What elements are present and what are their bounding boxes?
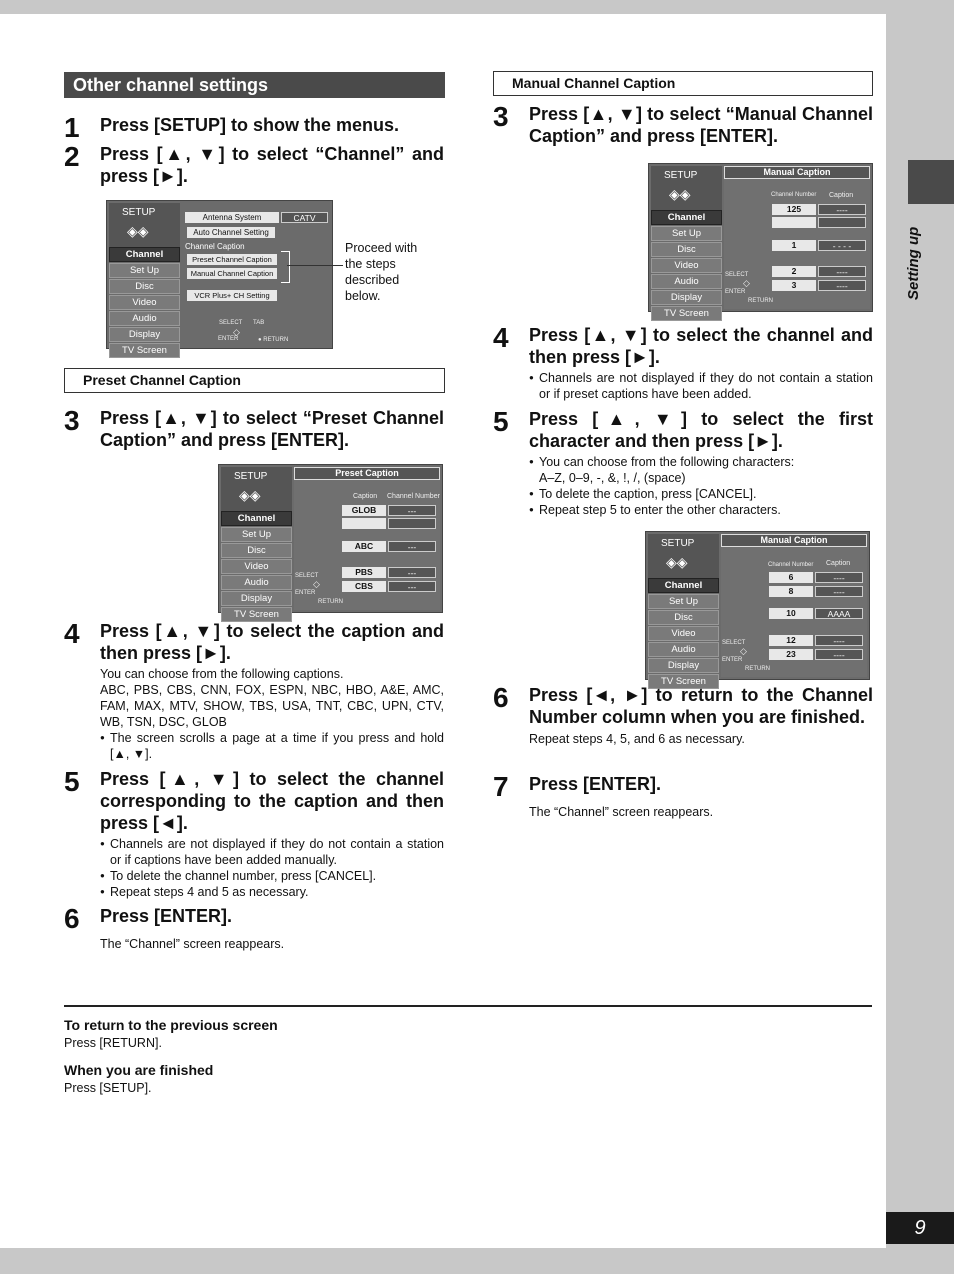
step-text: Press [ENTER]. [100,906,233,926]
menu-item-display: Display [109,327,180,342]
manual-caption-screen-2 [645,531,870,687]
screen-title: Manual Caption [721,534,867,547]
menu-item-tv-screen: TV Screen [109,343,180,358]
channel-cell: 3 [772,280,816,291]
menu-item-disc: Disc [109,279,180,294]
dpad-icon: ◇ [313,579,320,589]
menu-item-channel: Channel [109,247,180,262]
section-title: Other channel settings [64,72,445,98]
menu-item-disc: Disc [221,543,292,558]
menu-item-setup: Set Up [221,527,292,542]
step-5-preset [64,768,444,900]
channel-cell: 12 [769,635,813,646]
col-header-caption: Caption [826,560,851,567]
return-hint: RETURN [745,666,770,672]
step-bullet: ● You can choose from the following characters: [529,454,873,470]
channel-caption-group: Channel Caption [185,242,245,251]
preset-caption-box: Preset Channel Caption [64,368,445,393]
character-list: A–Z, 0–9, -, &, !, /, (space) [539,471,686,485]
menu-item-audio: Audio [109,311,180,326]
select-hint: SELECT [219,320,243,326]
caption-list: ABC, PBS, CBS, CNN, FOX, ESPN, NBC, HBO, A&E, AMC, FAM, MAX, MTV, SHOW, TBS, USA, TNT, CBC, UPN, CTV, WB, TSN, DSC, GLOB [100,683,444,729]
menu-item-display: Display [221,591,292,606]
channel-cell: 125 [772,204,816,215]
enter-hint: ENTER [722,657,743,663]
step-text: Press [SETUP] to show the menus. [100,115,400,135]
tab-hint: TAB [253,320,265,326]
return-hint: RETURN [318,599,343,605]
disc-icon: ◈◈ [127,223,149,239]
enter-hint: ENTER [725,289,746,295]
menu-item-setup: Set Up [651,226,722,241]
footer-body-finished: Press [SETUP]. [64,1081,152,1095]
menu-item-video: Video [648,626,719,641]
menu-item-disc: Disc [648,610,719,625]
caption-cell: GLOB [342,505,386,516]
col-header-channel: Channel Number [768,562,814,568]
enter-hint: ENTER [218,336,239,342]
step-text: Press [▲, ▼] to select “Preset Channel Caption” and press [ENTER]. [100,408,444,450]
channel-menu-screen [106,200,333,356]
step-1 [64,114,444,142]
caption-cell: CBS [342,581,386,592]
col-header-channel: Channel Number [387,493,440,500]
dpad-icon: ◇ [233,327,240,337]
col-header-caption: Caption [353,493,378,500]
manual-caption-box: Manual Channel Caption [493,71,873,96]
caption-cell: ---- [818,280,866,291]
caption-cell: ---- [815,635,863,646]
menu-item-tv-screen: TV Screen [648,674,719,689]
antenna-value: CATV [281,212,328,223]
select-hint: SELECT [725,272,749,278]
menu-item-setup: Set Up [109,263,180,278]
screen-title: Manual Caption [724,166,870,179]
step-bullet: ● Repeat steps 4 and 5 as necessary. [100,884,444,900]
caption-cell [342,518,386,529]
caption-cell [818,217,866,228]
step-text: Press [▲, ▼] to select “Channel” and press [►]. [100,144,444,186]
step-bullet: ● The screen scrolls a page at a time if you press and hold [▲, ▼]. [100,730,444,762]
disc-icon: ◈◈ [669,186,691,202]
step-text: Press [▲, ▼] to select the first character and then press [►]. [529,409,873,451]
return-hint: ● RETURN [258,337,289,343]
step-text: Press [▲, ▼] to select the channel corresponding to the caption and then press [◄]. [100,769,444,833]
step-bullet: ● To delete the caption, press [CANCEL]. [529,486,873,502]
menu-item-disc: Disc [651,242,722,257]
channel-cell: --- [388,541,436,552]
caption-cell: ABC [342,541,386,552]
menu-item-video: Video [109,295,180,310]
section-tab-marker [908,160,954,204]
col-header-channel: Channel Number [771,192,817,198]
menu-item-tv-screen: TV Screen [651,306,722,321]
channel-cell: 1 [772,240,816,251]
step-6-preset [64,905,444,952]
step-number: 6 [64,903,80,934]
caption-cell: ---- [815,586,863,597]
footer-heading-return: To return to the previous screen [64,1017,278,1033]
step-text: Press [ENTER]. [529,774,662,794]
caption-cell: ---- [818,266,866,277]
menu-item-channel: Channel [648,578,719,593]
channel-cell [772,217,816,228]
setup-label: SETUP [234,471,268,482]
page-number: 9 [886,1212,954,1244]
caption-cell: ---- [815,649,863,660]
step-number: 1 [64,112,80,143]
step-text: Press [▲, ▼] to select the channel and then press [►]. [529,325,873,367]
menu-item-channel: Channel [651,210,722,225]
screen-title: Preset Caption [294,467,440,480]
step-number: 3 [493,101,509,132]
bracket [281,251,290,283]
manual-channel-caption-item: Manual Channel Caption [187,268,277,279]
channel-cell: --- [388,581,436,592]
caption-cell: ---- [818,204,866,215]
menu-item-channel: Channel [221,511,292,526]
step-body: The “Channel” screen reappears. [529,805,714,819]
caption-cell: PBS [342,567,386,578]
menu-item-audio: Audio [651,274,722,289]
select-hint: SELECT [295,573,319,579]
manual-caption-screen [648,163,873,319]
step-bullet: ● Channels are not displayed if they do not contain a station or if preset captions have been added. [529,370,873,402]
menu-item-setup: Set Up [648,594,719,609]
caption-cell: AAAA [815,608,863,619]
step-3-preset [64,407,444,451]
dpad-icon: ◇ [743,278,750,288]
channel-cell: 8 [769,586,813,597]
step-number: 4 [64,618,80,649]
antenna-label: Antenna System [185,212,279,223]
step-bullet: ● Repeat step 5 to enter the other characters. [529,502,873,518]
step-7-manual [493,773,873,820]
step-number: 7 [493,771,509,802]
step-number: 5 [493,406,509,437]
preset-caption-screen [218,464,443,620]
menu-item-tv-screen: TV Screen [221,607,292,622]
step-text: Press [▲, ▼] to select the caption and then press [►]. [100,621,444,663]
step-2 [64,143,444,187]
step-body: The “Channel” screen reappears. [100,937,285,951]
step-body: You can choose from the following captions. [100,667,344,681]
menu-item-display: Display [651,290,722,305]
step-number: 6 [493,682,509,713]
dpad-icon: ◇ [740,646,747,656]
step-number: 4 [493,322,509,353]
caption-cell: - - - - [818,240,866,251]
menu-item-audio: Audio [221,575,292,590]
channel-cell: --- [388,567,436,578]
step-number: 3 [64,405,80,436]
vcr-plus-ch-setting: VCR Plus+ CH Setting [187,290,277,301]
step-bullet: ● Channels are not displayed if they do not contain a station or if captions have been added manually. [100,836,444,868]
disc-icon: ◈◈ [666,554,688,570]
menu-item-video: Video [651,258,722,273]
col-header-caption: Caption [829,192,854,199]
menu-item-video: Video [221,559,292,574]
channel-cell [388,518,436,529]
footer-divider [64,1005,872,1007]
channel-cell: 2 [772,266,816,277]
step-bullet: ● To delete the channel number, press [CANCEL]. [100,868,444,884]
select-hint: SELECT [722,640,746,646]
return-hint: RETURN [748,298,773,304]
step-3-manual [493,103,873,147]
step-6-manual [493,684,873,747]
footer-body-return: Press [RETURN]. [64,1036,162,1050]
caption-cell: ---- [815,572,863,583]
step-number: 2 [64,141,80,172]
proceed-note: Proceed with the steps described below. [345,241,418,303]
step-4-preset [64,620,444,762]
step-text: Press [▲, ▼] to select “Manual Channel Caption” and press [ENTER]. [529,104,873,146]
menu-item-audio: Audio [648,642,719,657]
disc-icon: ◈◈ [239,487,261,503]
menu-item-display: Display [648,658,719,673]
step-5-manual [493,408,873,518]
footer-heading-finished: When you are finished [64,1062,214,1078]
enter-hint: ENTER [295,590,316,596]
auto-channel-setting: Auto Channel Setting [187,227,275,238]
channel-cell: 10 [769,608,813,619]
step-4-manual [493,324,873,402]
preset-channel-caption-item: Preset Channel Caption [187,254,277,265]
channel-cell: 6 [769,572,813,583]
channel-cell: --- [388,505,436,516]
setup-label: SETUP [664,170,698,181]
side-tab-label: Setting up [905,226,922,300]
step-text: Press [◄, ►] to return to the Channel Number column when you are finished. [529,685,873,727]
channel-cell: 23 [769,649,813,660]
step-body: Repeat steps 4, 5, and 6 as necessary. [529,732,745,746]
step-number: 5 [64,766,80,797]
callout-line [287,265,343,266]
setup-label: SETUP [661,538,695,549]
setup-header: SETUP ◈◈ [109,203,180,247]
